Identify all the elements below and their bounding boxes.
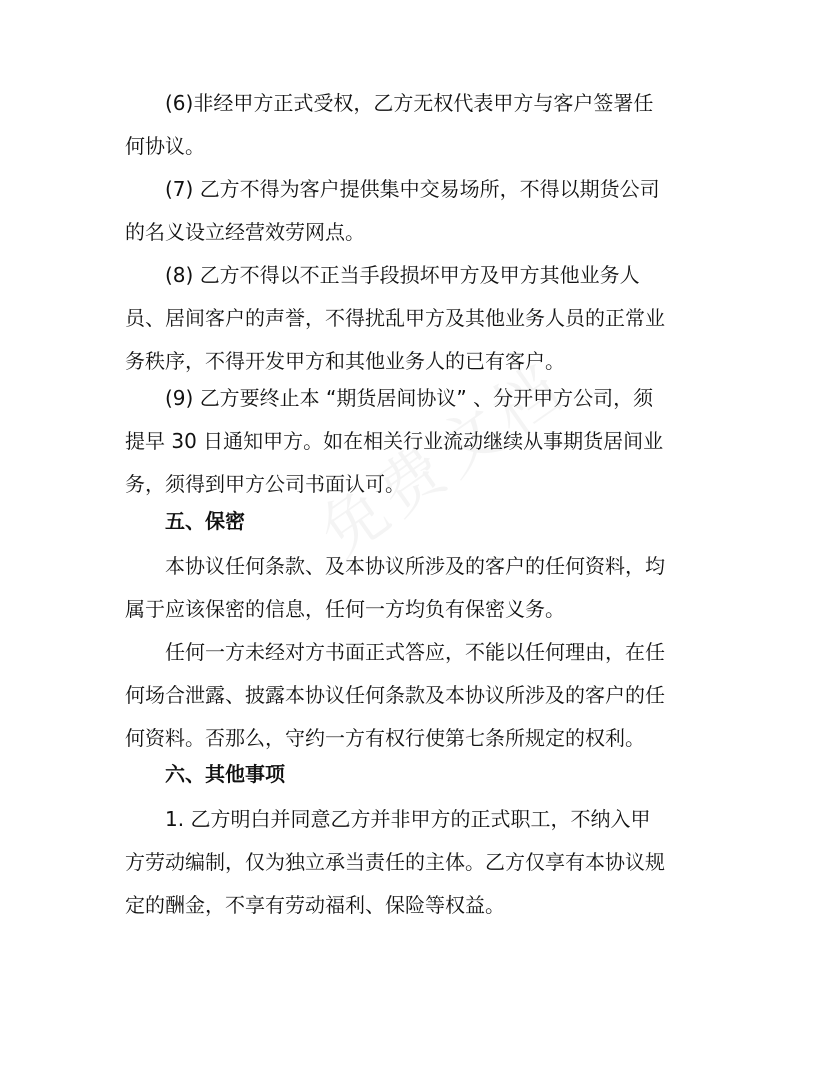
clause-9 bbox=[125, 377, 710, 506]
section-6-title: 六、其他事项 bbox=[165, 762, 285, 786]
text-line: 定的酬金，不享有劳动福利、保险等权益。 bbox=[125, 893, 505, 917]
text-line: (7) 乙方不得为客户提供集中交易场所，不得以期货公司 bbox=[165, 177, 660, 201]
text-line: (6)非经甲方正式受权，乙方无权代表甲方与客户签署任 bbox=[165, 91, 654, 115]
text-line: 员、居间客户的声誉，不得扰乱甲方及其他业务人员的正常业 bbox=[125, 306, 665, 330]
text-line: 1. 乙方明白并同意乙方并非甲方的正式职工，不纳入甲 bbox=[165, 807, 651, 831]
clause-6 bbox=[125, 82, 710, 168]
clause-7 bbox=[125, 168, 710, 254]
text-line: (9) 乙方要终止本 “期货居间协议” 、分开甲方公司，须 bbox=[165, 386, 654, 410]
section-5-paragraph-2 bbox=[125, 631, 710, 760]
text-line: (8) 乙方不得以不正当手段损坏甲方及甲方其他业务人 bbox=[165, 263, 640, 287]
clause-8 bbox=[125, 254, 710, 383]
text-line: 本协议任何条款、及本协议所涉及的客户的任何资料，均 bbox=[165, 554, 665, 578]
text-line: 务，须得到甲方公司书面认可。 bbox=[125, 472, 405, 496]
text-line: 提早 30 日通知甲方。如在相关行业流动继续从事期货居间业 bbox=[125, 429, 664, 453]
section-5-title: 五、保密 bbox=[165, 509, 245, 533]
section-5-paragraph-1 bbox=[125, 545, 710, 631]
section-6-paragraph-1 bbox=[125, 798, 710, 927]
text-line: 属于应该保密的信息，任何一方均负有保密义务。 bbox=[125, 597, 565, 621]
text-line: 务秩序，不得开发甲方和其他业务人的已有客户。 bbox=[125, 349, 565, 373]
text-line: 何资料。否那么，守约一方有权行使第七条所规定的权利。 bbox=[125, 726, 645, 750]
text-line: 的名义设立经营效劳网点。 bbox=[125, 220, 365, 244]
text-line: 方劳动编制，仅为独立承当责任的主体。乙方仅享有本协议规 bbox=[125, 850, 665, 874]
text-line: 何协议。 bbox=[125, 134, 205, 158]
text-line: 何场合泄露、披露本协议任何条款及本协议所涉及的客户的任 bbox=[125, 683, 665, 707]
text-line: 任何一方未经对方书面正式答应，不能以任何理由，在任 bbox=[165, 640, 665, 664]
